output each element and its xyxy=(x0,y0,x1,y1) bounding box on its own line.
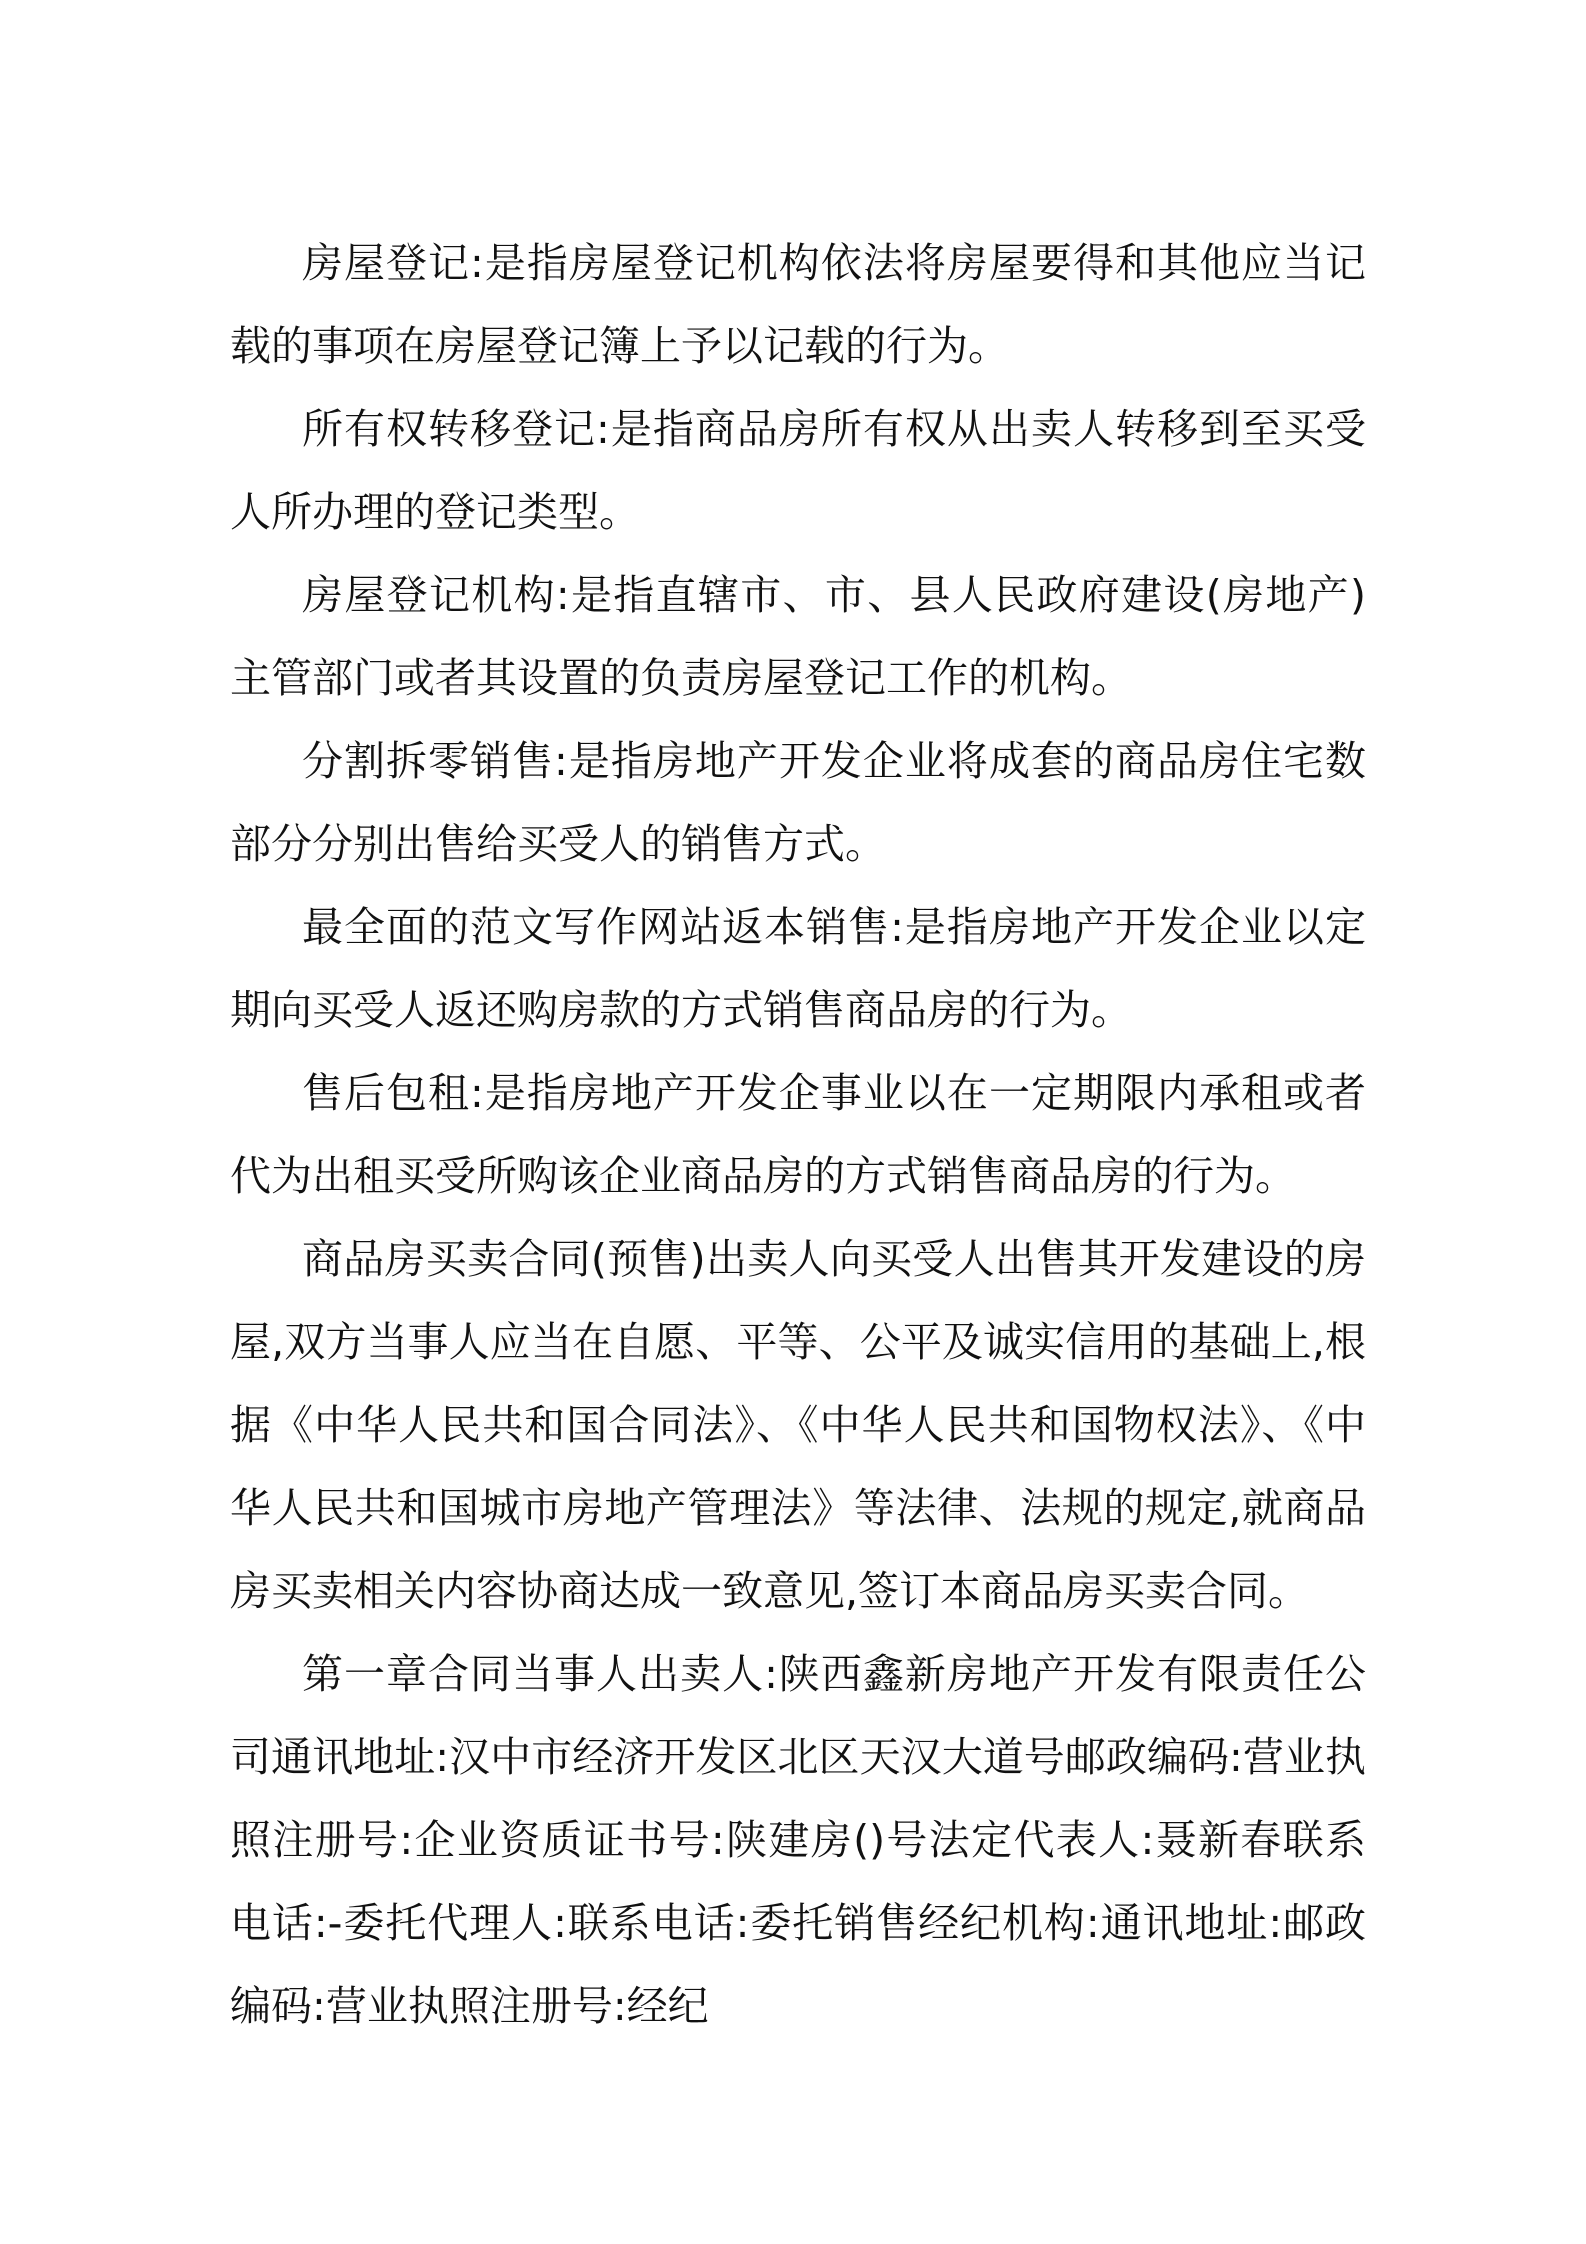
paragraph-housing-registration: 房屋登记:是指房屋登记机构依法将房屋要得和其他应当记载的事项在房屋登记簿上予以记载的行为。 xyxy=(230,239,1366,370)
paragraph-contract-preamble: 商品房买卖合同(预售)出卖人向买受人出售其开发建设的房屋,双方当事人应当在自愿、平等、公平及诚实信用的基础上,根据《中华人民共和国合同法》、《中华人民共和国物权法》、《中华人民共和国城市房地产管理法》等法律、法规的规定,就商品房买卖相关内容协商达成一致意见,签订本商品房买卖合同。 xyxy=(230,1235,1366,1615)
paragraph-split-sales: 分割拆零销售:是指房地产开发企业将成套的商品房住宅数部分分别出售给买受人的销售方式。 xyxy=(230,737,1366,868)
paragraph-refund-sales: 最全面的范文写作网站返本销售:是指房地产开发企业以定期向买受人返还购房款的方式销售商品房的行为。 xyxy=(230,903,1366,1034)
document-body xyxy=(230,222,1366,2048)
paragraph-registration-authority: 房屋登记机构:是指直辖市、市、县人民政府建设(房地产)主管部门或者其设置的负责房屋登记工作的机构。 xyxy=(230,571,1366,702)
paragraph-leaseback: 售后包租:是指房地产开发企事业以在一定期限内承租或者代为出租买受所购该企业商品房的方式销售商品房的行为。 xyxy=(230,1069,1366,1200)
paragraph-chapter-one-parties: 第一章合同当事人出卖人:陕西鑫新房地产开发有限责任公司通讯地址:汉中市经济开发区北区天汉大道号邮政编码:营业执照注册号:企业资质证书号:陕建房()号法定代表人:聂新春联系电话:-委托代理人:联系电话:委托销售经纪机构:通讯地址:邮政编码:营业执照注册号:经纪 xyxy=(230,1650,1366,2030)
paragraph-ownership-transfer: 所有权转移登记:是指商品房所有权从出卖人转移到至买受人所办理的登记类型。 xyxy=(230,405,1366,536)
